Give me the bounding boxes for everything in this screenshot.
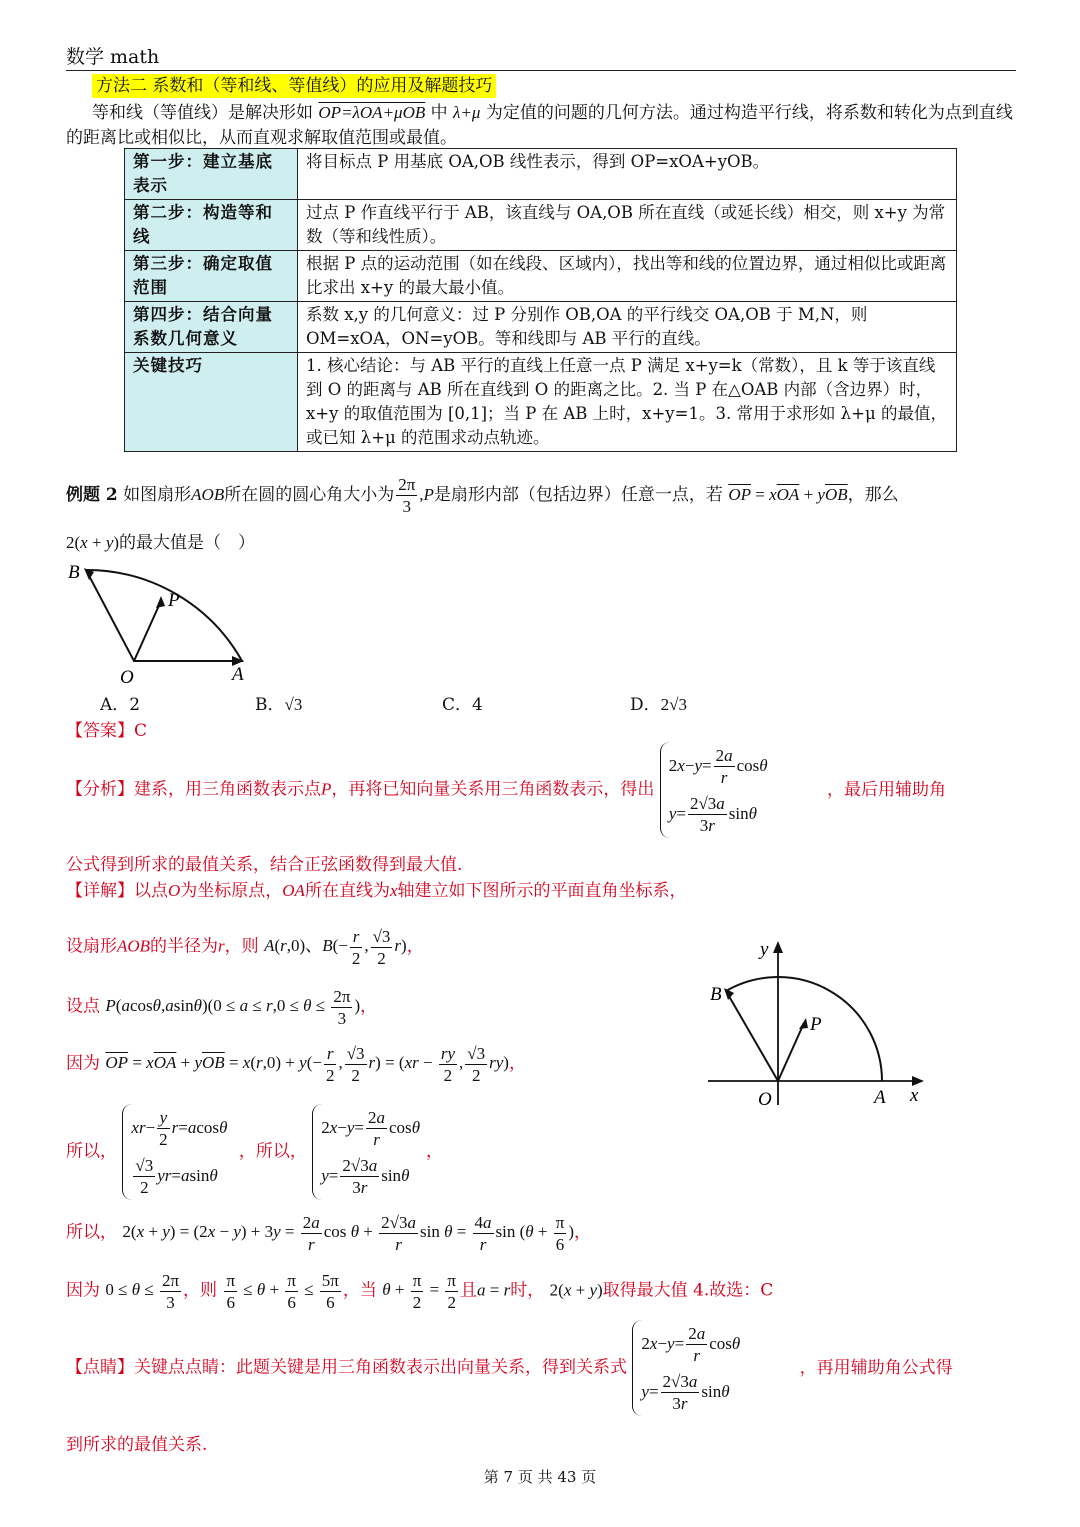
step-text: 将目标点 P 用基底 OA,OB 线性表示，得到 OP=xOA+yOB。	[298, 149, 957, 200]
detail-line-3: 因为 $\overline{OP} = x\overline{OA} + y\overline{OB} = x(r,0) + y(-$ $\frac{r}{2}$ , $\frac{√3}{2}$ r) = (xr − $\frac{ry}{2}$ , $\frac{√3}{2}$ ry)，	[66, 1044, 526, 1085]
sector-figure	[60, 558, 260, 688]
option-a: A．2	[100, 695, 141, 715]
step-row	[125, 302, 957, 353]
vector-op-2	[778, 1023, 804, 1081]
example-label: 例题 2	[66, 485, 118, 505]
step-text: 根据 P 点的运动范围（如在线段、区域内），找出等和线的位置边界，通过相似比或距离比求出 x+y 的最大最小值。	[298, 251, 957, 302]
step-text: 系数 x,y 的几何意义：过 P 分别作 OB,OA 的平行线交 OA,OB 于 M,N，则 OM=xOA，ON=yOB。等和线即与 AB 平行的直线。	[298, 302, 957, 353]
step-key: 第四步：结合向量系数几何意义	[125, 302, 298, 353]
label-x: x	[910, 1085, 919, 1106]
step-text: 1. 核心结论：与 AB 平行的直线上任意一点 P 满足 x+y=k（常数），且 k 等于该直线到 O 的距离与 AB 所在直线到 O 的距离之比。2. 当 P 在△OAB 内部（含边界）时，x+y 的取值范围为 [0,1]；当 P 在 AB 上时，x+y=1。3. 常用于求形如 λ+μ 的最值，或已知 λ+μ 的范围求动点轨迹。	[298, 353, 957, 452]
label-a2: A	[874, 1087, 886, 1108]
step-key: 第二步：构造等和线	[125, 200, 298, 251]
detail-line-6: 因为 0 ≤ θ ≤ $\frac{2\pi}{3}$ ，则 $\frac{\pi}{6}$ ≤ θ + $\frac{\pi}{6}$ ≤ $\frac{5\pi}{6}$ ，当 θ + $\frac{\pi}{2}$ = $\frac{\pi}{2}$ 且a = r时， 2(x + y)取得最大值 4.故选：C	[66, 1271, 774, 1312]
steps-table	[124, 148, 957, 452]
system-brace-3: 2 x − y = $\frac{2a}{r}$ cos θ y = $\frac{2√3a}{3r}$ sin θ	[632, 1320, 746, 1416]
step-row	[125, 149, 957, 200]
sector-outline-2	[726, 977, 882, 1081]
label-a: A	[232, 664, 244, 685]
header-rule	[66, 70, 1016, 71]
label-o2: O	[758, 1089, 772, 1110]
step-row	[125, 251, 957, 302]
step-row	[125, 353, 957, 452]
step-text: 过点 P 作直线平行于 AB，该直线与 OA,OB 所在直线（或延长线）相交，则 x+y 为常数（等和线性质）。	[298, 200, 957, 251]
label-p: P	[168, 590, 180, 611]
analysis-cont: 公式得到所求的最值关系，结合正弦函数得到最大值.	[66, 855, 463, 875]
label-y: y	[760, 939, 769, 960]
label-p2: P	[810, 1014, 822, 1035]
step-row	[125, 200, 957, 251]
option-b: B．√3	[255, 695, 303, 715]
detail-line-2: 设点 P(acosθ,asinθ)(0 ≤ a ≤ r,0 ≤ θ ≤ $\frac{2\pi}{3}$ )，	[66, 987, 378, 1028]
example-question: 例题 2 如图扇形AOB所在圆的圆心角大小为 $\frac{2\pi}{3}$ ,P是扇形内部（包括边界）任意一点，若 $\overline{OP} = x\overline{OA} + y\overline{OB}$，那么	[66, 475, 899, 516]
tip: 【点睛】关键点点睛：此题关键是用三角函数表示出向量关系，得到关系式 2 x − y = $\frac{2a}{r}$ cos θ y = $\frac{2√3a}{3r}$ sin θ ，再用辅助角公式得	[66, 1320, 953, 1416]
sector-outline	[86, 570, 242, 661]
detail-line-4: 所以， xr − $\frac{y}{2}$ r = a cos θ $\frac{√3}{2}$ yr = a sin θ ，所以， 2 x − y = $\frac{2a}{r}$ cos θ y = $\frac{2√3a}{3r}$ sin θ ，	[66, 1104, 443, 1200]
system-brace: 2 x − y = $\frac{2a}{r}$ cos θ y = $\frac{2√3a}{3r}$ sin θ	[660, 742, 774, 838]
label-o: O	[120, 667, 134, 688]
coordinate-figure	[700, 935, 940, 1113]
system-brace-2: 2 x − y = $\frac{2a}{r}$ cos θ y = $\frac{2√3a}{3r}$ sin θ	[312, 1104, 426, 1200]
system-brace-1: xr − $\frac{y}{2}$ r = a cos θ $\frac{√3}{2}$ yr = a sin θ	[122, 1104, 233, 1200]
label-b: B	[68, 562, 80, 583]
section-title: 方法二 系数和（等和线、等值线）的应用及解题技巧	[92, 74, 496, 98]
intro-paragraph: 等和线（等值线）是解决形如 OP=λOA+μOB 中 λ+μ 为定值的问题的几何方法。通过构造平行线，将系数和转化为点到直线的距离比或相似比，从而直观求解取值范围或最值。	[66, 103, 1013, 148]
step-key: 关键技巧	[125, 353, 298, 452]
arrow-p	[156, 596, 165, 608]
tip-cont: 到所求的最值关系.	[66, 1435, 208, 1455]
example-question-cont: 2(x + y)的最大值是（ ）	[66, 533, 256, 553]
answer: 【答案】C	[66, 721, 148, 741]
page-footer: 第 7 页 共 43 页	[483, 1468, 597, 1486]
label-b2: B	[710, 984, 722, 1005]
page-header: 数学 math	[66, 46, 160, 68]
vector-op	[134, 601, 161, 661]
option-d: D．2√3	[630, 695, 687, 715]
intro-formula: OP=λOA+μOB	[318, 103, 426, 122]
step-key: 第三步：确定取值范围	[125, 251, 298, 302]
option-c: C．4	[442, 695, 483, 715]
step-key: 第一步：建立基底表示	[125, 149, 298, 200]
detail-intro: 【详解】以点O为坐标原点，OA所在直线为x轴建立如下图所示的平面直角坐标系，	[66, 881, 687, 901]
detail-line-5: 所以， 2(x + y) = (2x − y) + 3y = $\frac{2a}{r}$ cos θ + $\frac{2√3a}{r}$ sin θ = $\frac{4a}{r}$ sin (θ + $\frac{\pi}{6}$ )，	[66, 1213, 591, 1254]
detail-line-1: 设扇形AOB的半径为r，则 A(r,0)、B(− $\frac{r}{2}$ , $\frac{√3}{2}$ r)，	[66, 927, 424, 968]
analysis: 【分析】建系，用三角函数表示点P，再将已知向量关系用三角函数表示，得出 2 x − y = $\frac{2a}{r}$ cos θ y = $\frac{2√3a}{3r}$ sin θ ，最后用辅助角	[66, 742, 946, 838]
